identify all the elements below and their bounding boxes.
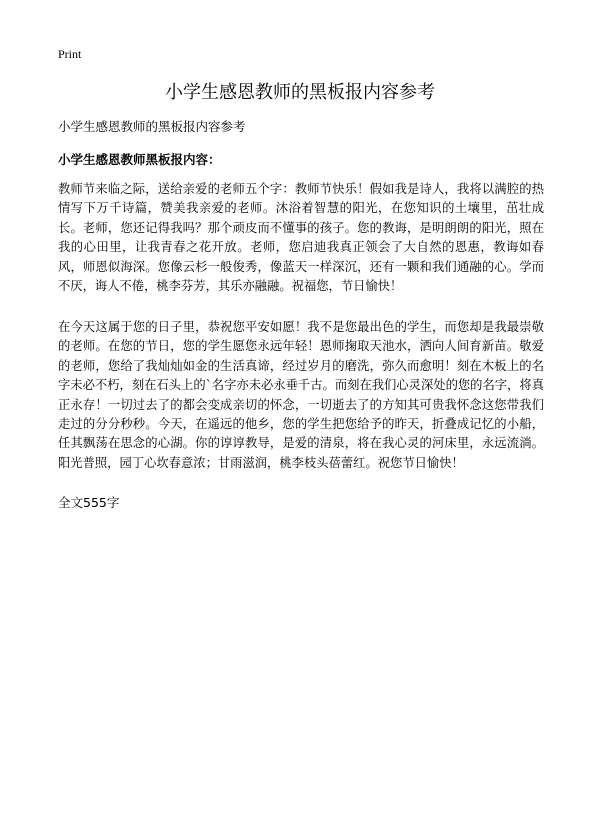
page-title: 小学生感恩教师的黑板报内容参考 (165, 82, 435, 103)
word-count: 全文555字 (58, 495, 120, 510)
body-paragraph: 在今天这属于您的日子里，恭祝您平安如愿！我不是您最出色的学生，而您却是我最崇敬的老师。在您的节日，您的学生愿您永远年轻！恩师掬取天池水，洒向人间育新苗。敬爱的老师，您给了我灿灿如金的生活真谛，经过岁月的磨洗，弥久而愈明！刻在木板上的名字未必不朽，刻在石头上的`名字亦未必永垂千古。而刻在我们心灵深处的您的名字，将真正永存！一切过去了的都会变成亲切的怀念，一切逝去了的方知其可贵我怀念这您带我们走过的分分秒秒。今天，在遥远的他乡，您的学生把您给予的昨天，折叠成记忆的小船，任其飘荡在思念的心湖。你的谆谆教导，是爱的清泉，将在我心灵的河床里，永远流淌。阳光普照，园丁心坎春意浓；甘雨滋润，桃李枝头蓓蕾红。祝您节日愉快！ (58, 320, 544, 470)
document-subtitle: 小学生感恩教师的黑板报内容参考 (58, 119, 246, 134)
body-paragraph: 教师节来临之际，送给亲爱的老师五个字：教师节快乐！假如我是诗人，我将以满腔的热情写下万千诗篇，赞美我亲爱的老师。沐浴着智慧的阳光，在您知识的土壤里，茁壮成长。老师，您还记得我吗？那个顽皮而不懂事的孩子。您的教诲，是明朗朗的阳光，照在我的心田里，让我青春之花开放。老师，您启迪我真正领会了大自然的恩惠，教诲如春风，师恩似海深。您像云杉一般俊秀，像蓝天一样深沉，还有一颗和我们通融的心。学而不厌，诲人不倦，桃李芬芳，其乐亦融融。祝福您，节日愉快！ (58, 182, 544, 294)
section-heading: 小学生感恩教师黑板报内容： (58, 152, 221, 167)
print-link[interactable]: Print (58, 47, 82, 61)
